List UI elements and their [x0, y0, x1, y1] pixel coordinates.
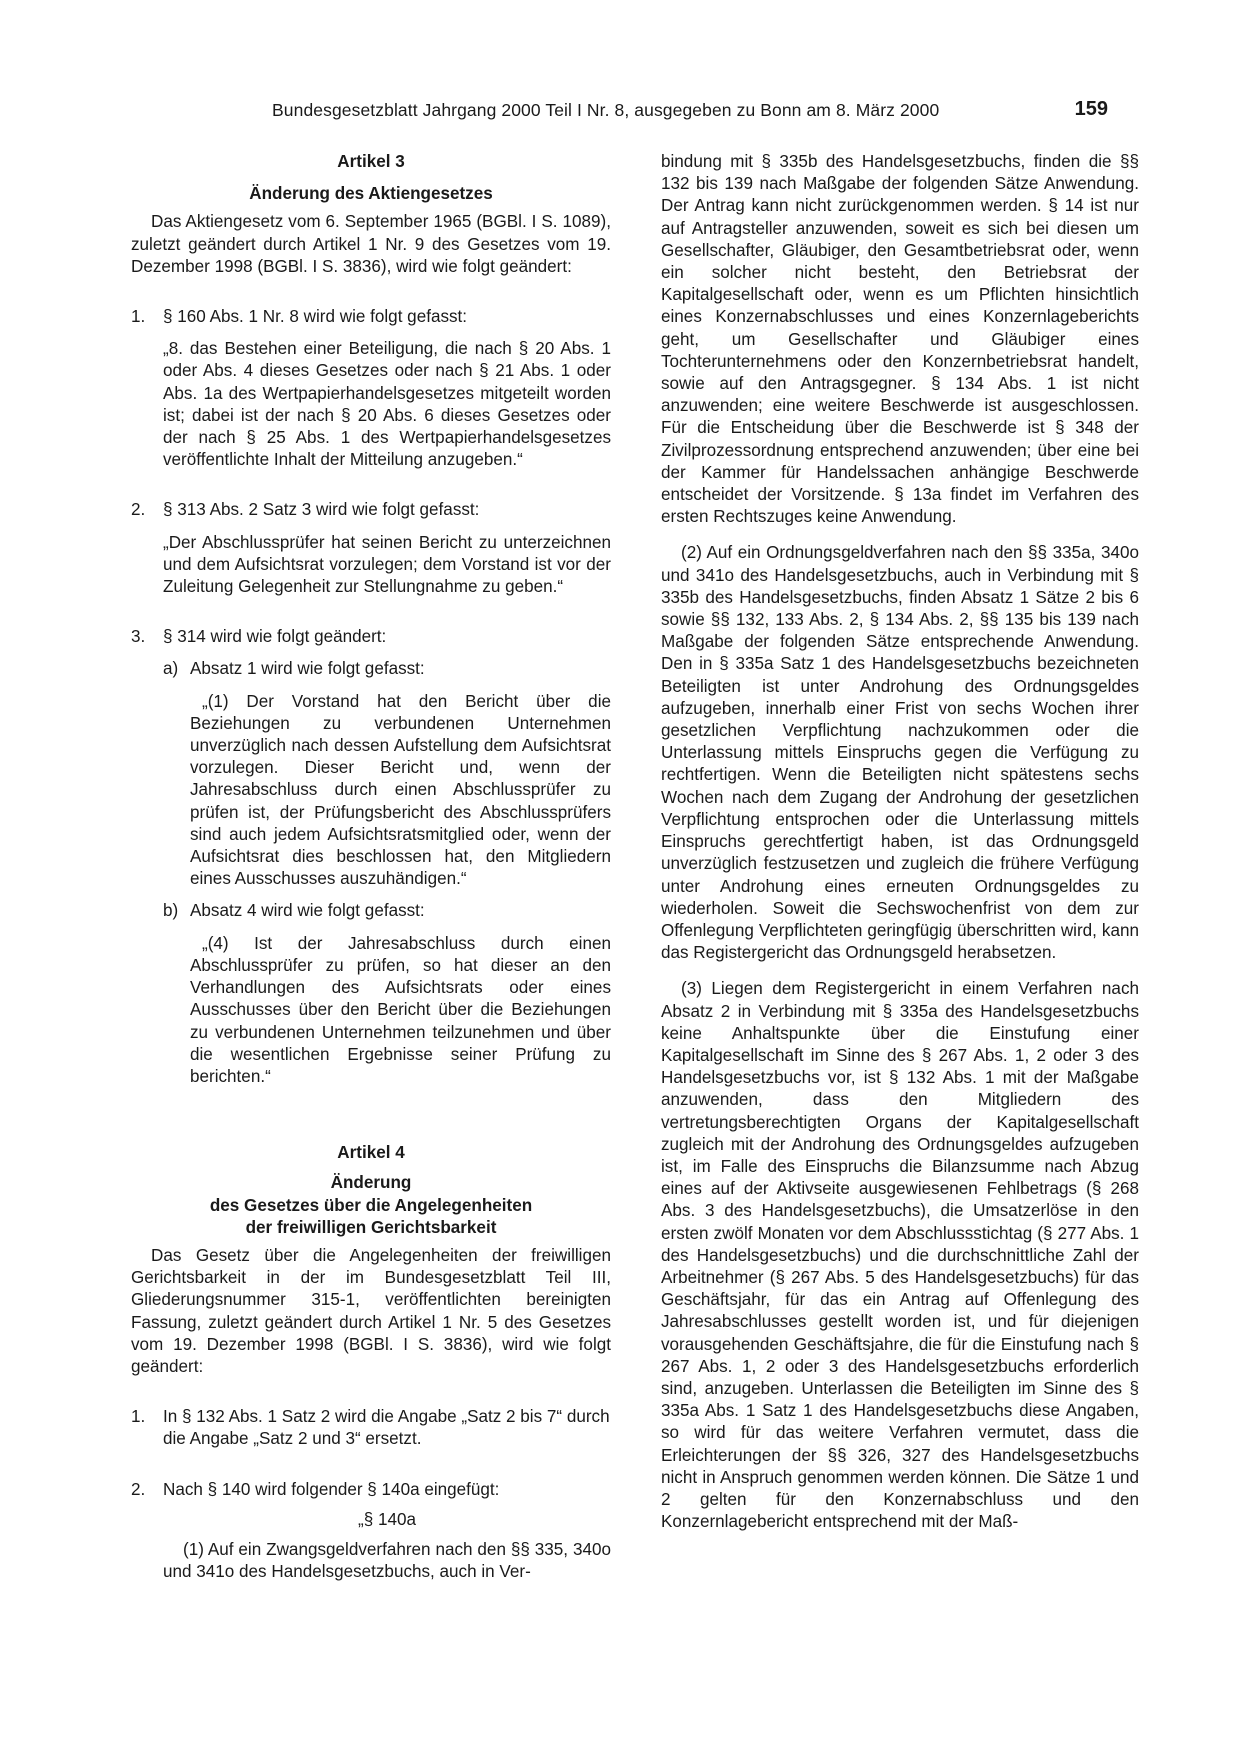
article-3-subtitle: Änderung des Aktiengesetzes	[249, 184, 493, 204]
article-3-intro: Das Aktiengesetz vom 6. September 1965 (BGBl. I S. 1089), zuletzt geändert durch Artikel 1 Nr. 9 des Gesetzes vom 19. Dezember 1998 (BGBl. I S. 3836), wird wie folgt geändert:	[131, 212, 611, 276]
left-column	[131, 151, 611, 1583]
list-number: 1.	[131, 307, 146, 327]
sub-list-letter: a)	[163, 659, 179, 679]
list-number: 3.	[131, 627, 146, 647]
sub-list-item	[163, 900, 611, 1088]
page-header	[128, 100, 1108, 126]
list-item-text: In § 132 Abs. 1 Satz 2 wird die Angabe „Satz 2 bis 7“ durch die Angabe „Satz 2 und 3“ ersetzt.	[163, 1407, 610, 1449]
list-item-text: Nach § 140 wird folgender § 140a eingefügt:	[163, 1479, 500, 1499]
paragraph-1-continued: bindung mit § 335b des Handelsgesetzbuchs, finden die §§ 132 bis 139 nach Maßgabe der folgenden Sätze Anwendung. Der Antrag kann nicht zurückgenommen werden. § 14 ist nur auf Antragsteller anzuwenden, soweit es sich bei diesen um Gesellschafter, Gläubiger, den Gesamtbetriebsrat oder, wenn ein solcher nicht besteht, den Betriebsrat der Kapitalgesellschaft oder, wenn es um Pflichten hinsichtlich eines Konzernabschlusses und eines Konzernlageberichts geht, um Gesellschafter und Gläubiger eines Tochterunternehmens oder den Konzernbetriebsrat handelt, sowie auf den Antragsgegner. § 134 Abs. 1 ist nicht anzuwenden; eine weitere Beschwerde ist ausgeschlossen. Für die Entscheidung über die Beschwerde ist § 348 der Zivilprozessordnung entsprechend anzuwenden; über eine bei der Kammer für Handelssachen anhängige Beschwerde entscheidet der Vorsitzende. § 13a findet im Verfahren des ersten Rechtszuges keine Anwendung.	[661, 152, 1139, 527]
amendment-quote: „Der Abschlussprüfer hat seinen Bericht zu unterzeichnen und dem Aufsichtsrat vorzulegen; dem Vorstand ist vor der Zuleitung Gelegenheit zur Stellungnahme zu geben.“	[163, 532, 611, 597]
article-4-subtitle-line: Änderung	[330, 1173, 412, 1193]
article-4-intro: Das Gesetz über die Angelegenheiten der freiwilligen Gerichtsbarkeit in der im Bundesgesetzblatt Teil III, Gliederungsnummer 315-1, veröffentlichten bereinigten Fassung, zuletzt geändert durch Artikel 1 Nr. 5 des Gesetzes vom 19. Dezember 1998 (BGBl. I S. 3836), wird wie folgt geändert:	[131, 1245, 611, 1376]
right-column	[661, 151, 1139, 1533]
amendment-quote: „8. das Bestehen einer Beteiligung, die nach § 20 Abs. 1 oder Abs. 4 dieses Gesetzes oder nach § 21 Abs. 1 oder Abs. 1a des Wertpapierhandelsgesetzes mitgeteilt worden ist; dabei ist der nach § 20 Abs. 6 dieses Gesetzes oder der nach § 25 Abs. 1 des Wertpapierhandelsgesetzes veröffentlichte Inhalt der Mitteilung anzugeben.“	[163, 339, 611, 470]
list-item-text: § 160 Abs. 1 Nr. 8 wird wie folgt gefasst:	[163, 307, 468, 327]
sub-list-item-text: Absatz 1 wird wie folgt gefasst:	[190, 659, 425, 679]
amendment-quote: „(4) Ist der Jahresabschluss durch einen Abschlussprüfer zu prüfen, so hat dieser an den Verhandlungen des Aufsichtsrats oder eines Ausschusses über den Bericht über die Beziehungen zu verbundenen Unternehmen teilzunehmen und über die wesentlichen Ergebnisse seiner Prüfung zu berichten.“	[190, 933, 611, 1086]
paragraph-heading: „§ 140a	[358, 1509, 416, 1529]
list-item-text: § 313 Abs. 2 Satz 3 wird wie folgt gefasst:	[163, 500, 480, 520]
list-item	[131, 306, 611, 471]
list-item-text: § 314 wird wie folgt geändert:	[163, 627, 387, 647]
list-item	[131, 626, 611, 1088]
paragraph-text: (1) Auf ein Zwangsgeldverfahren nach den §§ 335, 340o und 341o des Handelsgesetzbuchs, auch in Ver-	[163, 1539, 611, 1582]
list-number: 2.	[131, 1479, 146, 1499]
paragraph-2: (2) Auf ein Ordnungsgeldverfahren nach den §§ 335a, 340o und 341o des Handelsgesetzbuchs, auch in Verbindung mit § 335b des Handelsgesetzbuchs, finden Absatz 1 Sätze 2 bis 6 sowie §§ 132, 133 Abs. 2, § 134 Abs. 2, §§ 135 bis 139 nach Maßgabe der folgenden Sätze entsprechende Anwendung. Den in § 335a Satz 1 des Handelsgesetzbuchs bezeichneten Beteiligten ist unter Androhung des Ordnungsgeldes aufzugeben, innerhalb einer Frist von sechs Wochen ihrer gesetzlichen Verpflichtung nachzukommen oder die Unterlassung mittels Einspruchs gegen die Verfügung zu rechtfertigen. Wenn die Beteiligten nicht spätestens sechs Wochen nach dem Zugang der Androhung der gesetzlichen Verpflichtung entsprochen oder die Unterlassung mittels Einspruchs gerechtfertigt haben, ist das Ordnungsgeld unverzüglich festzusetzen und zugleich die frühere Verfügung unter Androhung eines erneuten Ordnungsgeldes zu wiederholen. Soweit die Sechswochenfrist von dem zur Offenlegung Verpflichteten geringfügig überschritten wird, kann das Registergericht das Ordnungsgeld herabsetzen.	[661, 543, 1139, 963]
sub-list-item	[163, 658, 611, 890]
sub-list-item-text: Absatz 4 wird wie folgt gefasst:	[190, 901, 425, 921]
list-number: 1.	[131, 1407, 146, 1427]
list-number: 2.	[131, 500, 146, 520]
article-3-title: Artikel 3	[337, 152, 405, 171]
page-number: 159	[1074, 98, 1108, 120]
list-item	[131, 1479, 611, 1584]
article-4-subtitle-line: der freiwilligen Gerichtsbarkeit	[245, 1217, 497, 1237]
list-item	[131, 499, 611, 598]
paragraph-3: (3) Liegen dem Registergericht in einem Verfahren nach Absatz 2 in Verbindung mit § 335a des Handelsgesetzbuchs keine Anhaltspunkte über die Einstufung einer Kapitalgesellschaft im Sinne des § 267 Abs. 1, 2 oder 3 des Handelsgesetzbuchs vor, ist § 132 Abs. 1 mit der Maßgabe anzuwenden, dass den Mitgliedern des vertretungsberechtigten Organs der Kapitalgesellschaft zugleich mit der Androhung des Ordnungsgeldes aufzugeben ist, im Falle des Einspruchs die Bilanzsumme nach Abzug eines auf der Aktivseite ausgewiesenen Fehlbetrags (§ 268 Abs. 3 des Handelsgesetzbuchs), die Umsatzerlöse in den ersten zwölf Monaten vor dem Abschlussstichtag (§ 277 Abs. 1 des Handelsgesetzbuchs) und die durchschnittliche Zahl der Arbeitnehmer (§ 267 Abs. 5 des Handelsgesetzbuchs) für das Geschäftsjahr, für das ein Antrag auf Offenlegung des Jahresabschlusses gestellt worden ist, und für diejenigen vorausgehenden Geschäftsjahre, die für die Einstufung nach § 267 Abs. 1, 2 oder 3 des Handelsgesetzbuchs erforderlich sind, anzugeben. Unterlassen die Beteiligten im Sinne des § 335a Abs. 1 Satz 1 des Handelsgesetzbuchs diese Angaben, so wird für das weitere Verfahren vermutet, dass die Erleichterungen der §§ 326, 327 des Handelsgesetzbuchs nicht in Anspruch genommen werden können. Die Sätze 1 und 2 gelten für den Konzernabschluss und den Konzernlagebericht entsprechend mit der Maß-	[661, 979, 1139, 1532]
header-title: Bundesgesetzblatt Jahrgang 2000 Teil I Nr. 8, ausgegeben zu Bonn am 8. März 2000	[272, 100, 940, 120]
article-4-title: Artikel 4	[337, 1143, 405, 1163]
list-item	[131, 1406, 611, 1450]
amendment-quote: „(1) Der Vorstand hat den Bericht über die Beziehungen zu verbundenen Unternehmen unverzüglich nach dessen Aufstellung dem Aufsichtsrat vorzulegen. Dieser Bericht und, wenn der Jahresabschluss durch einen Abschlussprüfer zu prüfen ist, der Prüfungsbericht des Abschlussprüfers sind auch jedem Aufsichtsratsmitglied oder, wenn der Aufsichtsrat dies beschlossen hat, den Mitgliedern eines Ausschusses auszuhändigen.“	[190, 691, 611, 889]
sub-list-letter: b)	[163, 901, 179, 921]
article-4-subtitle-line: des Gesetzes über die Angelegenheiten	[209, 1195, 533, 1215]
